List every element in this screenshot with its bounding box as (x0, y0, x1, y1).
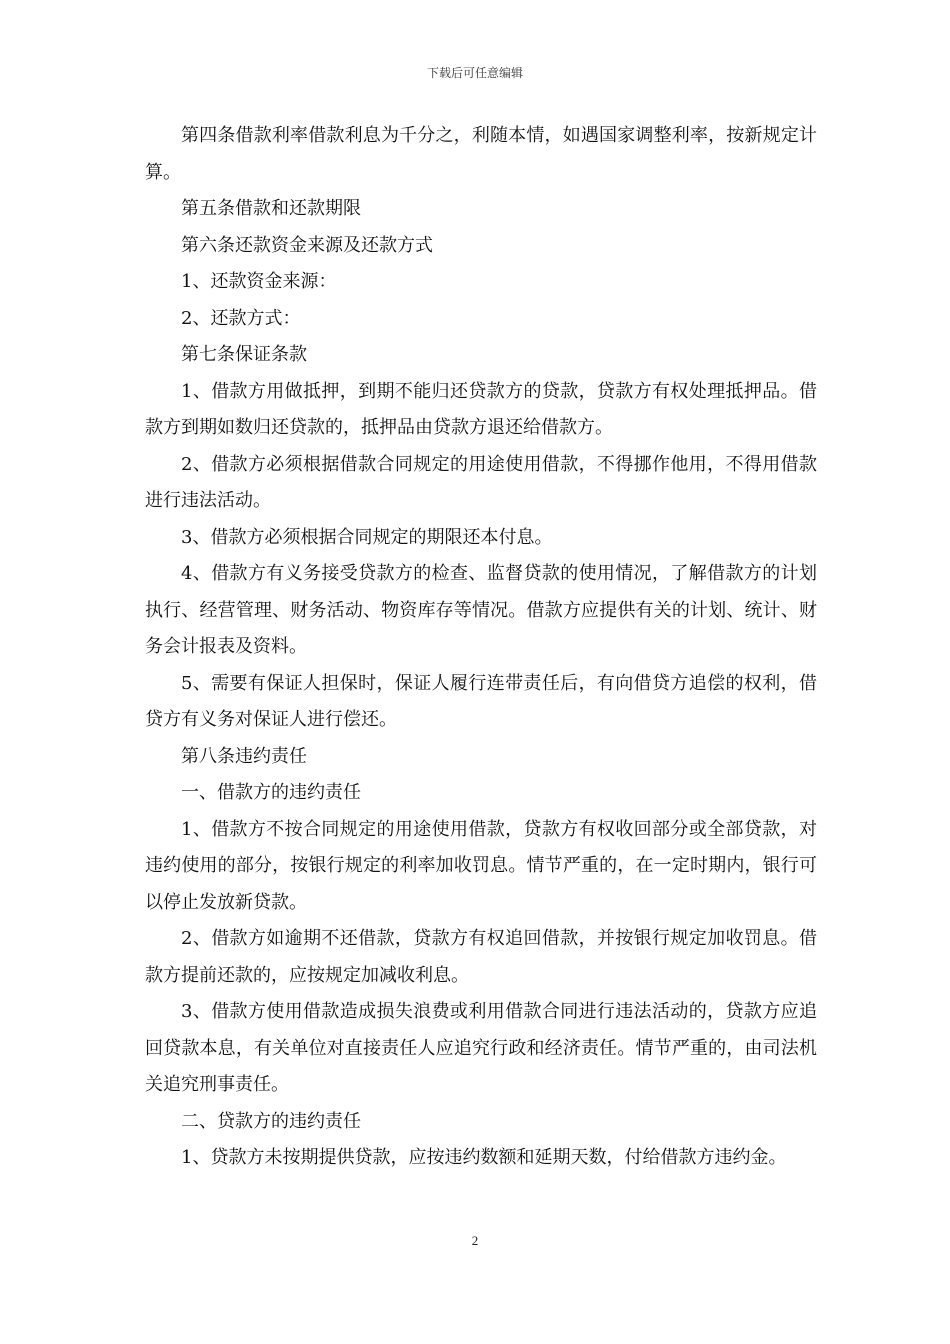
paragraph: 第八条违约责任 (181, 745, 307, 767)
paragraph: 1、借款方用做抵押，到期不能归还贷款方的贷款，贷款方有权处理抵押品。借款方到期如数归还贷款的，抵押品由贷款方退还给借款方。 (145, 380, 817, 438)
paragraph: 1、借款方不按合同规定的用途使用借款，贷款方有权收回部分或全部贷款，对违约使用的部分，按银行规定的利率加收罚息。情节严重的，在一定时期内，银行可以停止发放新贷款。 (145, 818, 817, 913)
paragraph: 第七条保证条款 (181, 344, 307, 365)
paragraph: 5、需要有保证人担保时，保证人履行连带责任后，有向借贷方追偿的权利，借贷方有义务对保证人进行偿还。 (145, 672, 817, 730)
paragraph: 3、借款方使用借款造成损失浪费或利用借款合同进行违法活动的，贷款方应追回贷款本息，有关单位对直接责任人应追究行政和经济责任。情节严重的，由司法机关追究刑事责任。 (145, 1001, 817, 1095)
paragraph: 2、借款方如逾期不还借款，贷款方有权追回借款，并按银行规定加收罚息。借款方提前还款的，应按规定加减收利息。 (145, 928, 817, 986)
paragraph: 4、借款方有义务接受贷款方的检查、监督贷款的使用情况，了解借款方的计划执行、经营管理、财务活动、物资库存等情况。借款方应提供有关的计划、统计、财务会计报表及资料。 (145, 563, 817, 657)
page-header: 下载后可任意编辑 (426, 66, 523, 80)
paragraph: 第五条借款和还款期限 (181, 198, 361, 219)
paragraph: 2、借款方必须根据借款合同规定的用途使用借款，不得挪作他用，不得用借款进行违法活动。 (145, 453, 817, 511)
paragraph: 二、贷款方的违约责任 (181, 1110, 361, 1132)
paragraph: 1、贷款方未按期提供贷款，应按违约数额和延期天数，付给借款方违约金。 (181, 1147, 787, 1168)
paragraph: 第四条借款利率借款利息为千分之，利随本情，如遇国家调整利率，按新规定计算。 (145, 125, 817, 183)
paragraph: 3、借款方必须根据合同规定的期限还本付息。 (181, 526, 553, 548)
paragraph: 2、还款方式： (181, 307, 301, 329)
document-body (145, 118, 817, 1177)
paragraph: 1、还款资金来源： (181, 271, 337, 292)
paragraph: 一、借款方的违约责任 (181, 782, 361, 803)
paragraph: 第六条还款资金来源及还款方式 (181, 234, 433, 256)
page-number: 2 (471, 1233, 479, 1248)
